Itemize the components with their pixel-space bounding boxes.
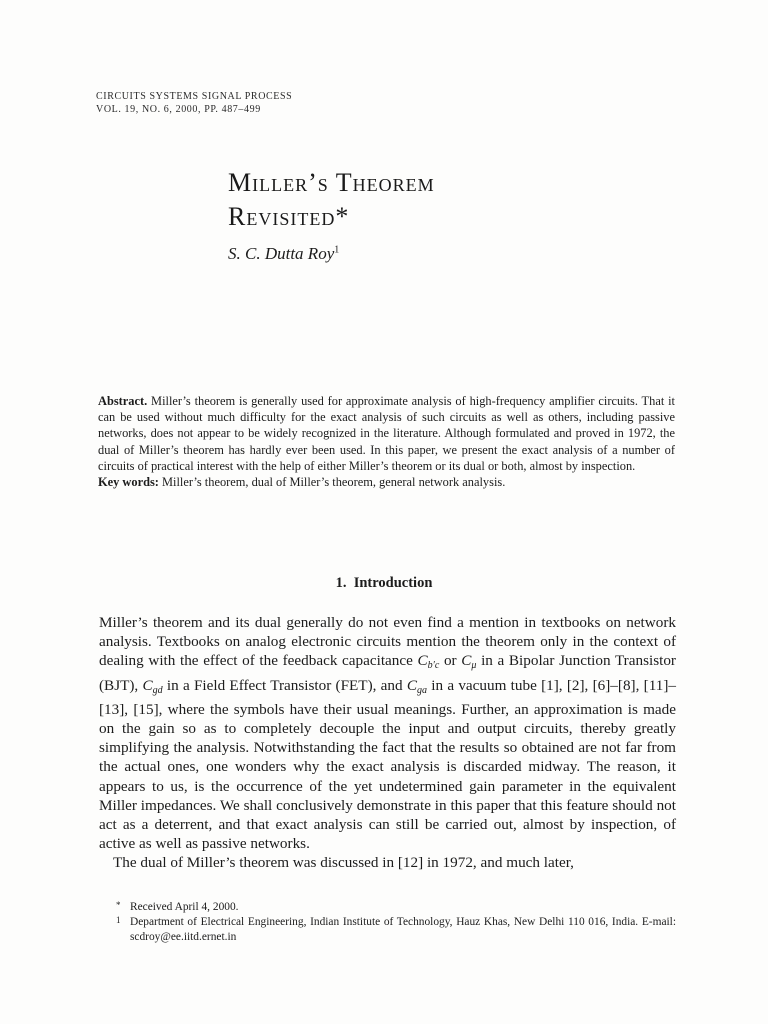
body-text-run: or (439, 652, 462, 670)
footnote-mark: 1 (116, 915, 121, 925)
symbol-cgd (142, 677, 162, 694)
symbol-main: C (142, 676, 153, 694)
abstract (98, 393, 675, 490)
section-title: Introduction (353, 575, 433, 591)
body-text-run: in a Field Effect Transistor (FET), and (162, 676, 407, 694)
symbol-subscript: gd (152, 684, 163, 696)
symbol-subscript: b′c (427, 660, 440, 672)
keywords-label: Key words: (98, 475, 159, 490)
body-text-run: in a vacuum tube [1], [2], [6]–[8], [11]–[13], [15], where the symbols have their usual meanings. Further, an approximation is made on the gain so as to completely decouple the input and output circuits, thereby greatly simplifying the analysis. Notwithstanding the fact that the results so obtained are not far from the actual ones, one wonders why the exact analysis is discarded midway. The reason, it appears to us, is the occurrence of the yet undetermined gain parameter in the equivalent Miller impedances. We shall conclusively demonstrate in this paper that this feature should not act as a deterrent, and that exact analysis can still be carried out, almost by inspection, of active as well as passive networks. (99, 676, 676, 853)
symbol-cmu (461, 652, 477, 672)
section-number: 1. (335, 575, 347, 591)
journal-header (96, 90, 292, 116)
abstract-label: Abstract. (98, 394, 148, 408)
footnote (116, 915, 676, 945)
symbol-main: C (417, 652, 428, 670)
keywords-text: Miller’s theorem, dual of Miller’s theorem, general network analysis. (158, 475, 506, 490)
body-text (99, 613, 676, 873)
symbol-cbc (417, 652, 440, 672)
body-paragraph (99, 613, 676, 853)
body-text-run: in a Bipolar Junction Transistor (BJT), (99, 652, 676, 694)
symbol-main: C (406, 676, 418, 694)
title-line-2 (228, 200, 435, 234)
paper-title (228, 166, 435, 234)
section-heading (0, 575, 768, 592)
author (228, 244, 339, 264)
body-text-run: Miller’s theorem and its dual generally do not even find a mention in textbooks on network analysis. Textbooks on analog electronic circuits mention the theorem only in the context of dealing with the effect of the feedback capacitance (99, 614, 676, 670)
symbol-main: C (461, 652, 472, 670)
author-footnote-mark: 1 (334, 244, 340, 256)
symbol-subscript: ga (417, 684, 428, 696)
footnotes (116, 900, 676, 945)
footnote-mark: * (116, 900, 121, 910)
symbol-cga (407, 677, 427, 694)
body-paragraph: The dual of Miller’s theorem was discussed in [12] in 1972, and much later, (113, 854, 574, 872)
footnote (116, 900, 676, 915)
title-line-2-text: Revisited (228, 202, 336, 231)
abstract-text: Miller’s theorem is generally used for approximate analysis of high-frequency amplifier circuits. That it can be used without much difficulty for the exact analysis of such circuits as well as others, including passive networks, does not appear to be widely recognized in the literature. Although formulated and proved in 1972, the dual of Miller’s theorem has hardly ever been used. In this paper, we present the exact analysis of a number of circuits of practical interest with the help of either Miller’s theorem or its dual or both, almost by inspection. (98, 394, 675, 473)
journal-issue: VOL. 19, NO. 6, 2000, PP. 487–499 (96, 104, 261, 115)
keywords-paragraph (98, 474, 675, 490)
footnote-text: Department of Electrical Engineering, Indian Institute of Technology, Hauz Khas, New Delhi 110 016, India. E-mail: scdroy@ee.iitd.ernet.in (130, 916, 676, 943)
footnote-text: Received April 4, 2000. (130, 901, 239, 913)
title-footnote-mark: * (335, 202, 350, 231)
author-name: S. C. Dutta Roy (228, 244, 335, 263)
journal-name: CIRCUITS SYSTEMS SIGNAL PROCESS (96, 91, 293, 102)
title-line-1: Miller’s Theorem (228, 168, 435, 197)
symbol-subscript: μ (471, 660, 477, 672)
abstract-paragraph (98, 393, 675, 474)
